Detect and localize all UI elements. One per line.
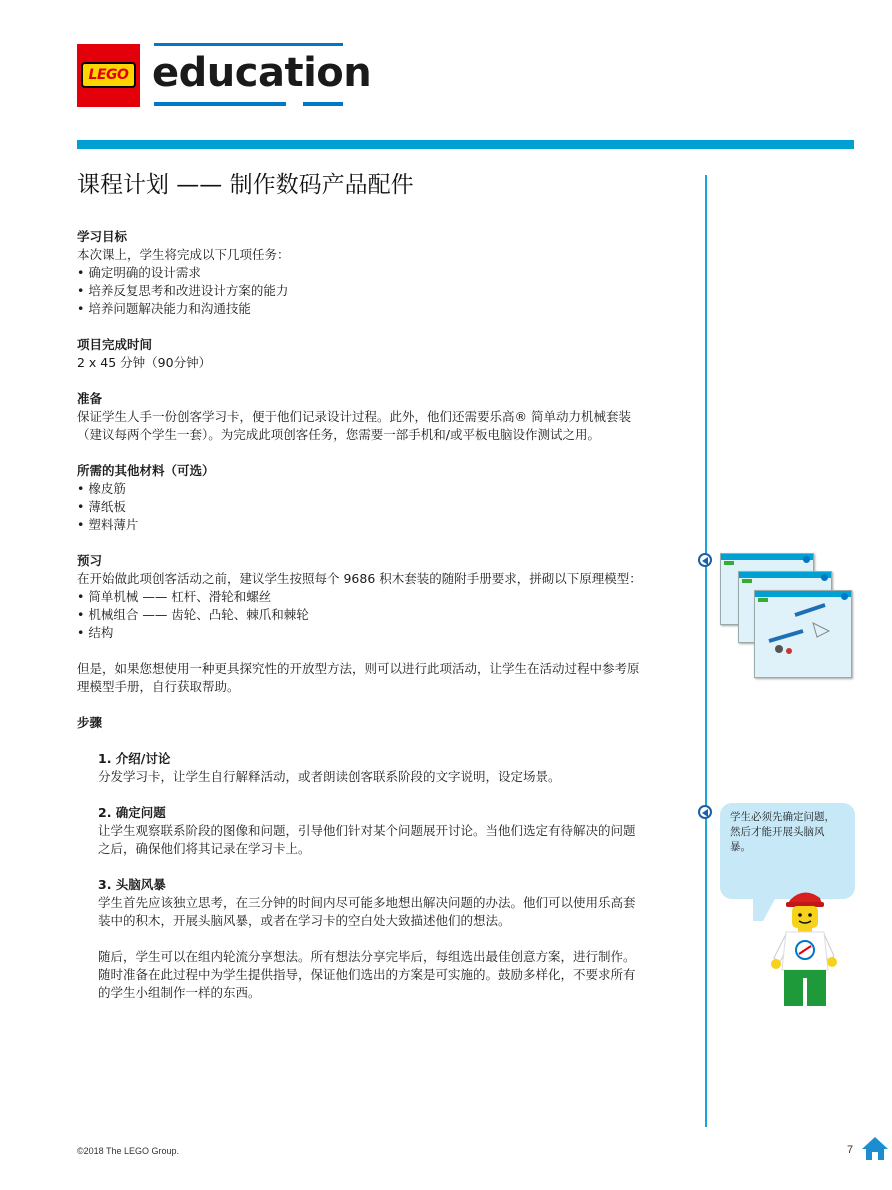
preview-item: • 结构	[77, 625, 114, 640]
material-item: • 橡皮筋	[77, 481, 126, 496]
objective-item: • 培养反复思考和改进设计方案的能力	[77, 283, 289, 298]
step-line: 装中的积木，开展头脑风暴，或者在学习卡的空白处大致描述他们的想法。	[98, 913, 511, 928]
wordmark-top-rule	[154, 43, 343, 46]
objective-item: • 培养问题解决能力和沟通技能	[77, 301, 251, 316]
copyright: ©2018 The LEGO Group.	[77, 1146, 180, 1156]
preview-note	[77, 660, 692, 696]
preview-section	[77, 552, 692, 642]
objectives-heading: 学习目标	[77, 229, 128, 244]
model-illustration-icon	[755, 591, 851, 677]
preview-heading: 预习	[77, 553, 103, 568]
duration-section	[77, 336, 692, 372]
wordmark-bottom-rule-right	[303, 102, 343, 106]
objectives-section	[77, 228, 692, 318]
prep-line: 保证学生人手一份创客学习卡，便于他们记录设计过程。此外，他们还需要乐高® 简单动力机械套装	[77, 409, 631, 424]
step-line: 学生首先应该独立思考，在三分钟的时间内尽可能多地想出解决问题的办法。他们可以使用乐高套	[98, 895, 636, 910]
page-number: 7	[847, 1144, 854, 1156]
home-icon[interactable]	[860, 1134, 890, 1162]
closing-line: 的学生小组制作一样的东西。	[98, 985, 261, 1000]
step-line: 分发学习卡，让学生自行解释活动，或者朗读创客联系阶段的文字说明，设定场景。	[98, 769, 561, 784]
pointer-arrow-icon	[698, 553, 712, 567]
materials-heading: 所需的其他材料（可选）	[77, 463, 215, 478]
step-line: 之后，确保他们将其记录在学习卡上。	[98, 841, 311, 856]
step-title: 3. 头脑风暴	[98, 877, 166, 892]
tip-line: 学生必须先确定问题，	[730, 811, 835, 823]
closing-line: 随后，学生可以在组内轮流分享想法。所有想法分享完毕后，每组选出最佳创意方案，进行制作。	[98, 949, 636, 964]
preview-note-line: 理模型手册，自行获取帮助。	[77, 679, 240, 694]
material-item: • 塑料薄片	[77, 517, 139, 532]
model-card-3	[754, 590, 852, 678]
material-item: • 薄纸板	[77, 499, 126, 514]
header-band	[77, 140, 854, 149]
closing-line: 随时准备在此过程中为学生提供指导，保证他们选出的方案是可实施的。鼓励多样化，不要求所有	[98, 967, 636, 982]
preview-item: • 机械组合 —— 齿轮、凸轮、棘爪和棘轮	[77, 607, 309, 622]
objective-item: • 确定明确的设计需求	[77, 265, 201, 280]
step-3	[98, 876, 690, 930]
prep-line: （建议每两个学生一套）。为完成此项创客任务，您需要一部手机和/或平板电脑设作测试之用。	[77, 427, 600, 442]
page-title: 课程计划 —— 制作数码产品配件	[77, 172, 414, 198]
sidebar-divider	[705, 175, 707, 1127]
step-2	[98, 804, 690, 858]
materials-section	[77, 462, 692, 534]
step-1	[98, 750, 690, 786]
steps-heading: 步骤	[77, 715, 103, 730]
tip-line: 暴。	[730, 841, 751, 853]
lego-logo	[77, 44, 140, 107]
minifigure-icon	[764, 884, 842, 1010]
step-line: 让学生观察联系阶段的图像和问题，引导他们针对某个问题展开讨论。当他们选定有待解决的问题	[98, 823, 636, 838]
preview-intro: 在开始做此项创客活动之前，建议学生按照每个 9686 积木套装的随附手册要求，拼砌以下原理模型：	[77, 571, 642, 586]
pointer-arrow-icon	[698, 805, 712, 819]
lego-logo-text: LEGO	[81, 62, 136, 88]
steps-closing	[98, 948, 690, 1002]
step-title: 2. 确定问题	[98, 805, 166, 820]
tip-line: 然后才能开展头脑风	[730, 826, 825, 838]
preview-item: • 简单机械 —— 杠杆、滑轮和螺丝	[77, 589, 272, 604]
education-wordmark: education	[152, 50, 372, 96]
duration-heading: 项目完成时间	[77, 337, 153, 352]
step-title: 1. 介绍/讨论	[98, 751, 171, 766]
prep-section	[77, 390, 692, 444]
preview-note-line: 但是，如果您想使用一种更具探究性的开放型方法，则可以进行此项活动，让学生在活动过程中参考原	[77, 661, 640, 676]
duration-text: 2 x 45 分钟（90分钟）	[77, 355, 212, 370]
wordmark-bottom-rule-left	[154, 102, 286, 106]
prep-heading: 准备	[77, 391, 103, 406]
objectives-intro: 本次课上，学生将完成以下几项任务：	[77, 247, 290, 262]
